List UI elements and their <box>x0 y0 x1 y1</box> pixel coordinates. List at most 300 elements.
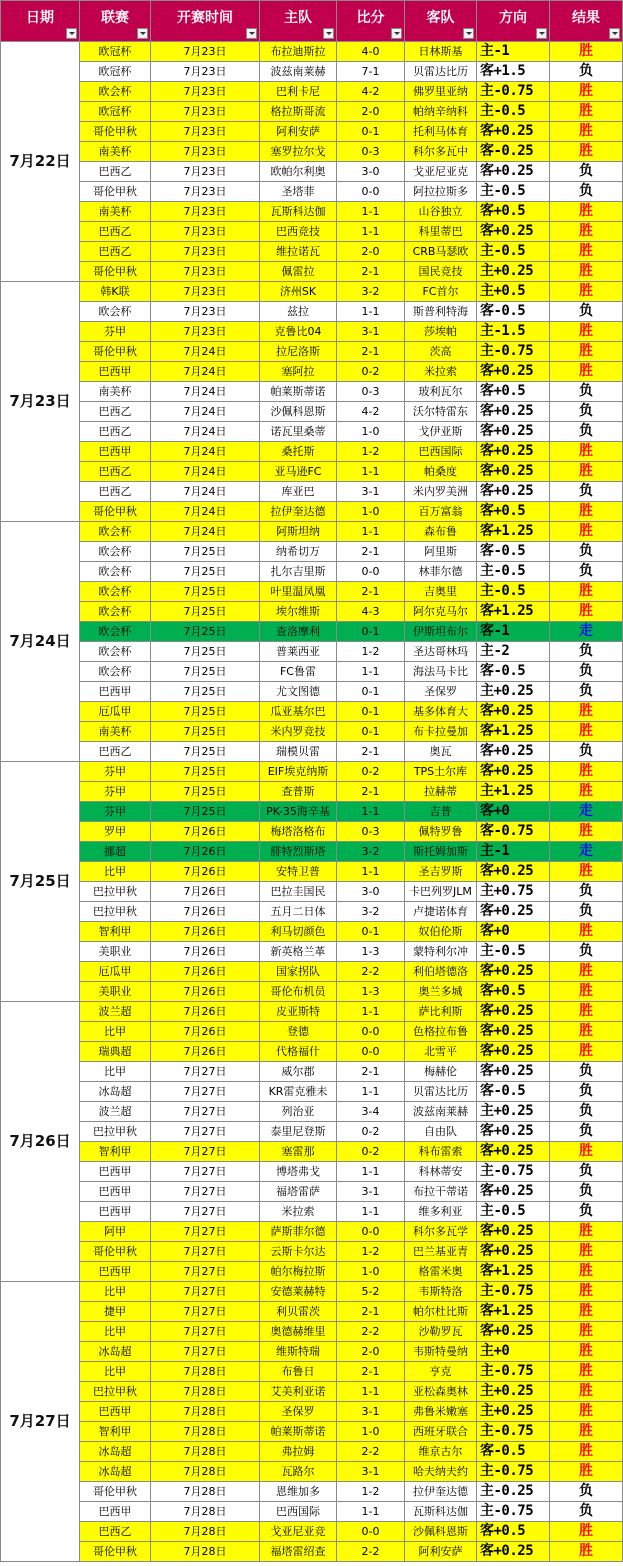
direction-cell: 主-0.75 <box>477 1462 550 1482</box>
away-cell: 科林蒂安 <box>405 1162 477 1182</box>
home-cell: 戈亚尼亚竞 <box>260 1522 337 1542</box>
col-header-away[interactable]: 客队 <box>405 1 477 42</box>
table-row[interactable] <box>1 662 623 682</box>
home-cell: 塞阿拉 <box>260 362 337 382</box>
table-row[interactable] <box>1 1242 623 1262</box>
home-cell: 兹拉 <box>260 302 337 322</box>
table-row[interactable] <box>1 1222 623 1242</box>
away-cell: 斯普利特海 <box>405 302 477 322</box>
home-cell: 圣保罗 <box>260 1402 337 1422</box>
score-cell: 2-1 <box>337 1062 405 1082</box>
away-cell: 阿尔克马尔 <box>405 602 477 622</box>
score-cell: 1-0 <box>337 1262 405 1282</box>
score-cell: 1-1 <box>337 802 405 822</box>
time-cell: 7月23日 <box>151 282 260 302</box>
table-row[interactable] <box>1 962 623 982</box>
score-cell: 2-2 <box>337 962 405 982</box>
table-row[interactable] <box>1 1042 623 1062</box>
table-row[interactable] <box>1 922 623 942</box>
home-cell: 巴拉圭国民 <box>260 882 337 902</box>
table-row[interactable] <box>1 642 623 662</box>
home-cell: 新英格兰革 <box>260 942 337 962</box>
home-cell: FC鲁雷 <box>260 662 337 682</box>
home-cell: 巴西竞技 <box>260 222 337 242</box>
home-cell: 克鲁比04 <box>260 322 337 342</box>
table-body <box>1 42 623 1562</box>
time-cell: 7月23日 <box>151 322 260 342</box>
direction-cell: 客+0.5 <box>477 1522 550 1542</box>
away-cell: FC首尔 <box>405 282 477 302</box>
direction-cell: 主-0.5 <box>477 102 550 122</box>
away-cell: 米拉索 <box>405 362 477 382</box>
result-cell: 胜 <box>550 282 623 302</box>
score-cell: 4-0 <box>337 42 405 62</box>
league-cell: 巴西乙 <box>80 422 151 442</box>
table-row[interactable] <box>1 502 623 522</box>
score-cell: 1-0 <box>337 502 405 522</box>
direction-cell: 主-0.5 <box>477 1202 550 1222</box>
table-row[interactable] <box>1 1302 623 1322</box>
direction-cell: 客+0.5 <box>477 382 550 402</box>
home-cell: 帕尔梅拉斯 <box>260 1262 337 1282</box>
time-cell: 7月27日 <box>151 1262 260 1282</box>
league-cell: 巴西乙 <box>80 162 151 182</box>
time-cell: 7月25日 <box>151 682 260 702</box>
table-row[interactable] <box>1 722 623 742</box>
table-row[interactable] <box>1 1202 623 1222</box>
direction-cell: 主-0.25 <box>477 1482 550 1502</box>
table-row[interactable] <box>1 1022 623 1042</box>
score-cell: 2-2 <box>337 1442 405 1462</box>
time-cell: 7月27日 <box>151 1322 260 1342</box>
score-cell: 1-1 <box>337 222 405 242</box>
score-cell: 0-0 <box>337 182 405 202</box>
score-cell: 4-2 <box>337 402 405 422</box>
table-row[interactable] <box>1 1322 623 1342</box>
table-row[interactable] <box>1 1062 623 1082</box>
table-row[interactable] <box>1 702 623 722</box>
direction-cell: 客+0.25 <box>477 1242 550 1262</box>
col-header-result[interactable]: 结果 <box>550 1 623 42</box>
time-cell: 7月27日 <box>151 1082 260 1102</box>
direction-cell: 客+1.25 <box>477 1262 550 1282</box>
table-row[interactable] <box>1 282 623 302</box>
table-row[interactable] <box>1 562 623 582</box>
league-cell: 欧会杯 <box>80 662 151 682</box>
away-cell: 弗鲁米嫩塞 <box>405 1402 477 1422</box>
league-cell: 智利甲 <box>80 1142 151 1162</box>
time-cell: 7月23日 <box>151 62 260 82</box>
direction-cell: 主+1.25 <box>477 782 550 802</box>
league-cell: 芬甲 <box>80 782 151 802</box>
direction-cell: 主+0.5 <box>477 282 550 302</box>
away-cell: 戈伊亚斯 <box>405 422 477 442</box>
score-cell: 0-0 <box>337 1222 405 1242</box>
home-cell: 普莱西亚 <box>260 642 337 662</box>
home-cell: 瓦路尔 <box>260 1462 337 1482</box>
home-cell: 波兹南莱赫 <box>260 62 337 82</box>
time-cell: 7月23日 <box>151 302 260 322</box>
league-cell: 冰岛超 <box>80 1442 151 1462</box>
home-cell: EIF埃克纳斯 <box>260 762 337 782</box>
time-cell: 7月27日 <box>151 1062 260 1082</box>
home-cell: 瓜亚基尔巴 <box>260 702 337 722</box>
time-cell: 7月23日 <box>151 102 260 122</box>
result-cell: 负 <box>550 742 623 762</box>
time-cell: 7月25日 <box>151 642 260 662</box>
table-row[interactable] <box>1 402 623 422</box>
away-cell: 梅赫伦 <box>405 1062 477 1082</box>
home-cell: 瑞模贝雷 <box>260 742 337 762</box>
direction-cell: 主+0 <box>477 1342 550 1362</box>
home-cell: 拉尼洛斯 <box>260 342 337 362</box>
direction-cell: 主-0.5 <box>477 582 550 602</box>
table-row[interactable] <box>1 542 623 562</box>
home-cell: 博塔弗戈 <box>260 1162 337 1182</box>
result-cell: 胜 <box>550 1282 623 1302</box>
result-cell: 胜 <box>550 762 623 782</box>
league-cell: 哥伦甲秋 <box>80 1542 151 1562</box>
table-row[interactable] <box>1 1542 623 1562</box>
home-cell: 塞罗拉尔戈 <box>260 142 337 162</box>
score-cell: 4-2 <box>337 82 405 102</box>
table-row[interactable] <box>1 982 623 1002</box>
table-row[interactable] <box>1 102 623 122</box>
table-row[interactable] <box>1 222 623 242</box>
table-row[interactable] <box>1 482 623 502</box>
direction-cell: 客+0.25 <box>477 962 550 982</box>
league-cell: 哥伦甲秋 <box>80 1482 151 1502</box>
result-cell: 胜 <box>550 442 623 462</box>
col-header-home[interactable]: 主队 <box>260 1 337 42</box>
result-cell: 胜 <box>550 522 623 542</box>
table-row[interactable] <box>1 602 623 622</box>
away-cell: 奥兰多城 <box>405 982 477 1002</box>
home-cell: 阿斯坦纳 <box>260 522 337 542</box>
table-row[interactable] <box>1 142 623 162</box>
home-cell: 利马切颜色 <box>260 922 337 942</box>
table-row[interactable] <box>1 202 623 222</box>
filter-dropdown-icon[interactable] <box>609 28 620 39</box>
table-row[interactable] <box>1 262 623 282</box>
table-row[interactable] <box>1 1342 623 1362</box>
home-cell: 埃尔维斯 <box>260 602 337 622</box>
table-row[interactable] <box>1 902 623 922</box>
away-cell: 日林斯基 <box>405 42 477 62</box>
result-cell: 胜 <box>550 1142 623 1162</box>
league-cell: 韩K联 <box>80 282 151 302</box>
direction-cell: 主+0.25 <box>477 1402 550 1422</box>
league-cell: 欧冠杯 <box>80 62 151 82</box>
result-cell: 胜 <box>550 1522 623 1542</box>
table-row[interactable] <box>1 942 623 962</box>
league-cell: 欧冠杯 <box>80 42 151 62</box>
direction-cell: 客+1.25 <box>477 1302 550 1322</box>
table-row[interactable] <box>1 302 623 322</box>
filter-dropdown-icon[interactable] <box>66 28 77 39</box>
table-row[interactable] <box>1 682 623 702</box>
table-row[interactable] <box>1 342 623 362</box>
table-row[interactable] <box>1 1082 623 1102</box>
col-header-score[interactable]: 比分 <box>337 1 405 42</box>
time-cell: 7月25日 <box>151 742 260 762</box>
filter-dropdown-icon[interactable] <box>391 28 402 39</box>
table-row[interactable] <box>1 1142 623 1162</box>
table-row[interactable] <box>1 362 623 382</box>
league-cell: 美职业 <box>80 942 151 962</box>
score-cell: 2-0 <box>337 242 405 262</box>
result-cell: 负 <box>550 562 623 582</box>
league-cell: 欧会杯 <box>80 302 151 322</box>
table-row[interactable] <box>1 1402 623 1422</box>
away-cell: 茨高 <box>405 342 477 362</box>
table-row[interactable] <box>1 622 623 642</box>
away-cell: 帕尔杜比斯 <box>405 1302 477 1322</box>
home-cell: PK-35海辛基 <box>260 802 337 822</box>
direction-cell: 客+0.25 <box>477 862 550 882</box>
table-row[interactable] <box>1 62 623 82</box>
table-row[interactable] <box>1 1162 623 1182</box>
date-cell: 7月25日 <box>1 762 80 1002</box>
league-cell: 罗甲 <box>80 822 151 842</box>
table-row[interactable] <box>1 82 623 102</box>
direction-cell: 客+0.25 <box>477 1322 550 1342</box>
away-cell: 北雪平 <box>405 1042 477 1062</box>
score-cell: 0-2 <box>337 1122 405 1142</box>
home-cell: 奥德赫维里 <box>260 1322 337 1342</box>
score-cell: 2-1 <box>337 582 405 602</box>
time-cell: 7月27日 <box>151 1122 260 1142</box>
league-cell: 波兰超 <box>80 1102 151 1122</box>
table-row[interactable] <box>1 862 623 882</box>
result-cell: 胜 <box>550 322 623 342</box>
home-cell: 布鲁日 <box>260 1362 337 1382</box>
away-cell: 圣吉罗斯 <box>405 862 477 882</box>
away-cell: 巴兰基亚青 <box>405 1242 477 1262</box>
direction-cell: 客-0.25 <box>477 142 550 162</box>
table-row[interactable] <box>1 422 623 442</box>
away-cell: 圣保罗 <box>405 682 477 702</box>
col-header-league[interactable]: 联赛 <box>80 1 151 42</box>
date-cell: 7月23日 <box>1 282 80 522</box>
score-cell: 2-0 <box>337 1342 405 1362</box>
league-cell: 欧会杯 <box>80 582 151 602</box>
score-cell: 3-2 <box>337 282 405 302</box>
time-cell: 7月24日 <box>151 462 260 482</box>
result-cell: 负 <box>550 1082 623 1102</box>
direction-cell: 主-0.75 <box>477 1362 550 1382</box>
away-cell: 沙勒罗瓦 <box>405 1322 477 1342</box>
table-row[interactable] <box>1 1362 623 1382</box>
result-cell: 胜 <box>550 262 623 282</box>
time-cell: 7月24日 <box>151 442 260 462</box>
home-cell: 萨斯菲尔德 <box>260 1222 337 1242</box>
time-cell: 7月25日 <box>151 562 260 582</box>
away-cell: 亨克 <box>405 1362 477 1382</box>
result-cell: 胜 <box>550 1222 623 1242</box>
league-cell: 巴西乙 <box>80 1522 151 1542</box>
time-cell: 7月26日 <box>151 962 260 982</box>
direction-cell: 主-0.75 <box>477 1282 550 1302</box>
result-cell: 负 <box>550 482 623 502</box>
away-cell: 色格拉布鲁 <box>405 1022 477 1042</box>
direction-cell: 主-1 <box>477 42 550 62</box>
result-cell: 胜 <box>550 202 623 222</box>
time-cell: 7月23日 <box>151 142 260 162</box>
table-row[interactable] <box>1 1442 623 1462</box>
home-cell: 安特卫普 <box>260 862 337 882</box>
away-cell: 科尔多瓦学 <box>405 1222 477 1242</box>
filter-dropdown-icon[interactable] <box>536 28 547 39</box>
table-row[interactable] <box>1 462 623 482</box>
direction-cell: 客+0 <box>477 922 550 942</box>
home-cell: 尤文图德 <box>260 682 337 702</box>
result-cell: 胜 <box>550 342 623 362</box>
table-row[interactable] <box>1 842 623 862</box>
league-cell: 哥伦甲秋 <box>80 262 151 282</box>
table-row[interactable] <box>1 822 623 842</box>
table-row[interactable] <box>1 1002 623 1022</box>
home-cell: 威尔郡 <box>260 1062 337 1082</box>
result-cell: 胜 <box>550 1042 623 1062</box>
col-header-time[interactable]: 开赛时间 <box>151 1 260 42</box>
away-cell: 科尔多瓦中 <box>405 142 477 162</box>
table-row[interactable] <box>1 762 623 782</box>
score-cell: 1-3 <box>337 942 405 962</box>
home-cell: 泰里尼登斯 <box>260 1122 337 1142</box>
direction-cell: 主+0.25 <box>477 262 550 282</box>
result-cell: 胜 <box>550 102 623 122</box>
filter-dropdown-icon[interactable] <box>246 28 257 39</box>
time-cell: 7月24日 <box>151 342 260 362</box>
direction-cell: 客+0.25 <box>477 1002 550 1022</box>
direction-cell: 客+0.25 <box>477 702 550 722</box>
result-cell: 胜 <box>550 1402 623 1422</box>
table-row[interactable] <box>1 1522 623 1542</box>
away-cell: 巴西国际 <box>405 442 477 462</box>
league-cell: 巴西甲 <box>80 1262 151 1282</box>
direction-cell: 客-0.5 <box>477 662 550 682</box>
time-cell: 7月26日 <box>151 862 260 882</box>
table-row[interactable] <box>1 322 623 342</box>
score-cell: 1-1 <box>337 1082 405 1102</box>
table-row[interactable] <box>1 1262 623 1282</box>
table-row[interactable] <box>1 1422 623 1442</box>
score-cell: 1-1 <box>337 1382 405 1402</box>
table-row[interactable] <box>1 1282 623 1302</box>
time-cell: 7月28日 <box>151 1502 260 1522</box>
table-row[interactable] <box>1 1382 623 1402</box>
direction-cell: 客+0.5 <box>477 982 550 1002</box>
home-cell: 叶里温凤凰 <box>260 582 337 602</box>
table-row[interactable] <box>1 1122 623 1142</box>
table-row[interactable] <box>1 582 623 602</box>
time-cell: 7月26日 <box>151 942 260 962</box>
away-cell: 布卡拉曼加 <box>405 722 477 742</box>
score-cell: 3-1 <box>337 322 405 342</box>
league-cell: 巴西乙 <box>80 462 151 482</box>
result-cell: 负 <box>550 302 623 322</box>
home-cell: 恩维加多 <box>260 1482 337 1502</box>
direction-cell: 客+0.25 <box>477 1042 550 1062</box>
filter-dropdown-icon[interactable] <box>323 28 334 39</box>
table-row[interactable] <box>1 1102 623 1122</box>
direction-cell: 客+1.25 <box>477 722 550 742</box>
score-cell: 2-1 <box>337 1362 405 1382</box>
direction-cell: 客+1.5 <box>477 62 550 82</box>
table-row[interactable] <box>1 1482 623 1502</box>
table-row[interactable] <box>1 1502 623 1522</box>
home-cell: 桑托斯 <box>260 442 337 462</box>
table-row[interactable] <box>1 882 623 902</box>
col-header-direction[interactable]: 方向 <box>477 1 550 42</box>
league-cell: 厄瓜甲 <box>80 962 151 982</box>
table-row[interactable] <box>1 162 623 182</box>
table-row[interactable] <box>1 442 623 462</box>
league-cell: 哥伦甲秋 <box>80 122 151 142</box>
away-cell: 亚松森奥林 <box>405 1382 477 1402</box>
league-cell: 欧会杯 <box>80 602 151 622</box>
table-row[interactable] <box>1 382 623 402</box>
league-cell: 南美杯 <box>80 722 151 742</box>
table-row[interactable] <box>1 742 623 762</box>
col-header-date[interactable]: 日期 <box>1 1 80 42</box>
direction-cell: 客+0.25 <box>477 902 550 922</box>
time-cell: 7月24日 <box>151 362 260 382</box>
direction-cell: 客-0.5 <box>477 1082 550 1102</box>
away-cell: 利伯塔德洛 <box>405 962 477 982</box>
score-cell: 0-1 <box>337 722 405 742</box>
time-cell: 7月25日 <box>151 762 260 782</box>
result-cell: 胜 <box>550 362 623 382</box>
league-cell: 南美杯 <box>80 142 151 162</box>
table-row[interactable] <box>1 782 623 802</box>
result-cell: 胜 <box>550 82 623 102</box>
result-cell: 负 <box>550 1162 623 1182</box>
away-cell: 哈夫纳夫约 <box>405 1462 477 1482</box>
direction-cell: 主-0.5 <box>477 242 550 262</box>
score-cell: 0-1 <box>337 622 405 642</box>
result-cell: 负 <box>550 642 623 662</box>
home-cell: 查普斯 <box>260 782 337 802</box>
home-cell: 库亚巴 <box>260 482 337 502</box>
table-row[interactable] <box>1 802 623 822</box>
time-cell: 7月27日 <box>151 1302 260 1322</box>
filter-dropdown-icon[interactable] <box>137 28 148 39</box>
home-cell: 福塔雷绍查 <box>260 1542 337 1562</box>
away-cell: 阿利安萨 <box>405 1542 477 1562</box>
table-row[interactable] <box>1 522 623 542</box>
table-row[interactable] <box>1 182 623 202</box>
table-row[interactable] <box>1 1182 623 1202</box>
table-row[interactable] <box>1 1462 623 1482</box>
league-cell: 巴西甲 <box>80 1502 151 1522</box>
table-row[interactable] <box>1 42 623 62</box>
table-row[interactable] <box>1 242 623 262</box>
away-cell: 拉赫蒂 <box>405 782 477 802</box>
score-cell: 7-1 <box>337 62 405 82</box>
away-cell: 海法马卡比 <box>405 662 477 682</box>
time-cell: 7月26日 <box>151 842 260 862</box>
score-cell: 3-1 <box>337 482 405 502</box>
direction-cell: 主-0.5 <box>477 182 550 202</box>
result-cell: 胜 <box>550 1302 623 1322</box>
date-cell: 7月24日 <box>1 522 80 762</box>
direction-cell: 客-1 <box>477 622 550 642</box>
league-cell: 巴西乙 <box>80 482 151 502</box>
table-row[interactable] <box>1 122 623 142</box>
filter-dropdown-icon[interactable] <box>463 28 474 39</box>
